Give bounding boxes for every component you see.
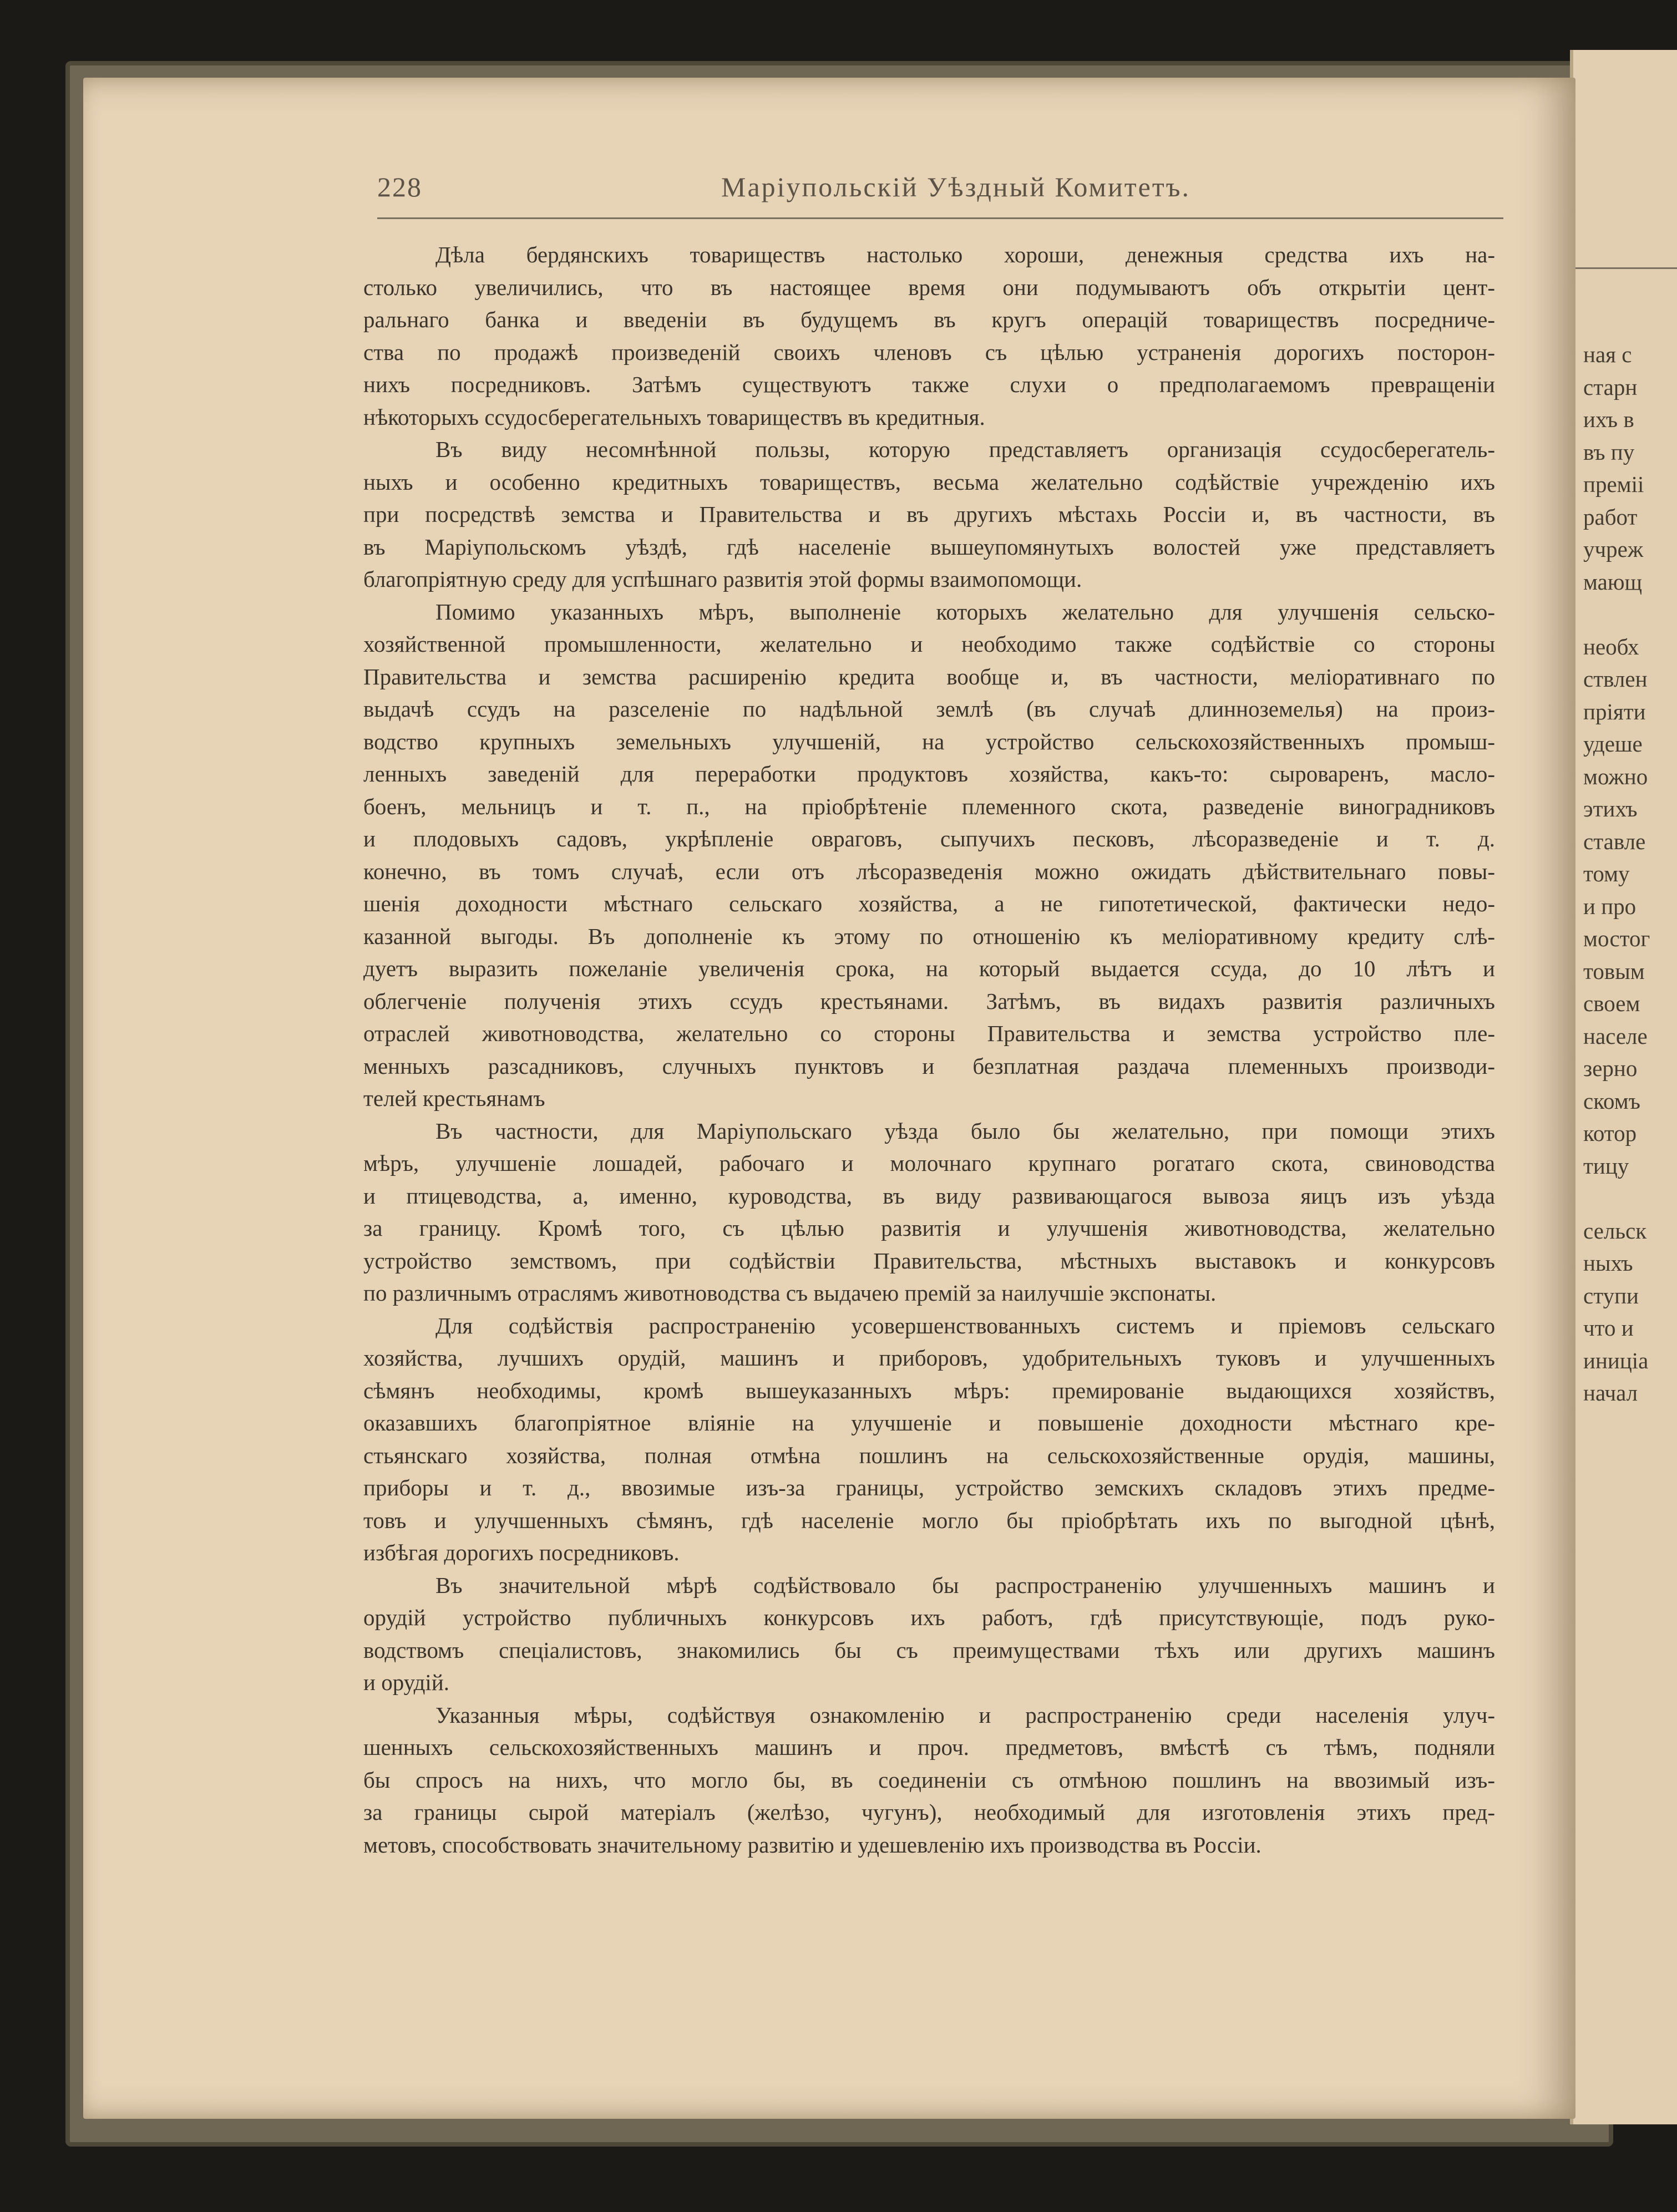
next-page-line: скомъ [1583, 1088, 1640, 1114]
text-line: ленныхъ заведеній для переработки продуктовъ хозяйства, какъ-то: сыроваренъ, масло- [363, 761, 1495, 787]
text-line: столько увеличились, что въ настоящее время они подумываютъ объ открытіи цент- [363, 274, 1495, 300]
paragraph [363, 1699, 1495, 1861]
text-line: водство крупныхъ земельныхъ улучшеній, на устройство сельскохозяйственныхъ промыш- [363, 728, 1495, 754]
text-line: ства по продажѣ произведеній своихъ членовъ съ цѣлью устраненія дорогихъ посторон- [363, 339, 1495, 365]
next-page-header-rule [1573, 267, 1677, 269]
text-line: водствомъ спеціалистовъ, знакомились бы съ преимуществами тѣхъ или другихъ машинъ [363, 1637, 1495, 1663]
text-line: нихъ посредниковъ. Затѣмъ существуютъ также слухи о предполагаемомъ превращеніи [363, 372, 1495, 397]
paragraph [363, 433, 1495, 596]
next-page-line: товым [1583, 958, 1645, 984]
text-line: хозяйства, лучшихъ орудій, машинъ и приборовъ, удобрительныхъ туковъ и улучшенныхъ [363, 1345, 1495, 1371]
text-line: по различнымъ отраслямъ животноводства съ выдачею премій за наилучшіе экспонаты. [363, 1280, 1217, 1306]
page-number: 228 [377, 171, 422, 202]
next-page-line: удеше [1583, 731, 1643, 757]
paragraph [363, 1310, 1495, 1569]
text-line: Въ частности, для Маріупольскаго уѣзда было бы желательно, при помощи этихъ [435, 1118, 1495, 1144]
next-page-line: иниціа [1583, 1347, 1649, 1373]
paragraph [363, 239, 1495, 433]
next-page-line: сельск [1583, 1217, 1647, 1244]
text-line: ральнаго банка и введеніи въ будущемъ въ кругъ операцій товариществъ посредниче- [363, 307, 1495, 332]
text-line: благопріятную среду для успѣшнаго развитія этой формы взаимопомощи. [363, 566, 1082, 592]
next-page-line: ступи [1583, 1282, 1639, 1308]
next-page-line: населе [1583, 1023, 1648, 1049]
body-text [363, 239, 1495, 1861]
text-line: Въ значительной мѣрѣ содѣйствовало бы распространенію улучшенныхъ машинъ и [435, 1572, 1495, 1598]
paragraph [363, 1115, 1495, 1310]
next-page-line [1583, 1182, 1650, 1215]
text-line: орудій устройство публичныхъ конкурсовъ ихъ работъ, гдѣ присутствующіе, подъ руко- [363, 1605, 1495, 1630]
text-line: сѣмянъ необходимы, кромѣ вышеуказанныхъ мѣръ: премированіе выдающихся хозяйствъ, [363, 1377, 1495, 1403]
text-line: приборы и т. д., ввозимые изъ-за границы, устройство земскихъ складовъ этихъ предме- [363, 1475, 1495, 1500]
next-page-text [1583, 338, 1650, 1409]
text-line: мѣръ, улучшеніе лошадей, рабочаго и молочнаго крупнаго рогатаго скота, свиноводства [363, 1150, 1495, 1176]
next-page-line: необх [1583, 633, 1639, 659]
text-line: телей крестьянамъ [363, 1085, 545, 1111]
text-line: стьянскаго хозяйства, полная отмѣна пошлинъ на сельскохозяйственные орудія, машины, [363, 1442, 1495, 1468]
paragraph [363, 1569, 1495, 1699]
next-page-line: старн [1583, 374, 1638, 400]
text-line: ныхъ и особенно кредитныхъ товариществъ, весьма желательно содѣйствіе учрежденію ихъ [363, 469, 1495, 495]
text-line: товъ и улучшенныхъ сѣмянъ, гдѣ населеніе могло бы пріобрѣтать ихъ по выгодной цѣнѣ, [363, 1507, 1495, 1533]
text-line: въ Маріупольскомъ уѣздѣ, гдѣ населеніе вышеупомянутыхъ волостей уже представляетъ [363, 534, 1495, 560]
next-page-line: зерно [1583, 1056, 1638, 1081]
text-line: метовъ, способствовать значительному развитію и удешевленію ихъ производства въ Россіи. [363, 1832, 1261, 1858]
text-line: оказавшихъ благопріятное вліяніе на улучшеніе и повышеніе доходности мѣстнаго кре- [363, 1410, 1495, 1435]
text-line: за границу. Кромѣ того, съ цѣлью развитія и улучшенія животноводства, желательно [363, 1215, 1495, 1241]
next-page-line: этихъ [1583, 796, 1638, 821]
text-line: отраслей животноводства, желательно со стороны Правительства и земства устройство пле- [363, 1021, 1495, 1046]
text-line: менныхъ разсадниковъ, случныхъ пунктовъ и безплатная раздача племенныхъ производи- [363, 1053, 1495, 1079]
text-line: Дѣла бердянскихъ товариществъ настолько хороши, денежныя средства ихъ на- [435, 242, 1495, 267]
next-page-line: тому [1583, 861, 1630, 886]
text-line: бы спросъ на нихъ, что могло бы, въ соединеніи съ отмѣною пошлинъ на ввозимый изъ- [363, 1767, 1495, 1793]
next-page-line [1583, 598, 1650, 631]
next-page-line: учреж [1583, 536, 1644, 562]
text-line: шенія доходности мѣстнаго сельскаго хозяйства, а не гипотетической, фактически недо- [363, 891, 1495, 916]
next-page-line: мающ [1583, 569, 1643, 595]
text-line: и птицеводства, а, именно, куроводства, въ виду развивающагося вывоза яицъ изъ уѣзда [363, 1183, 1495, 1209]
next-page-line: что и [1583, 1315, 1634, 1341]
text-line: и плодовыхъ садовъ, укрѣпленіе овраговъ, сыпучихъ песковъ, лѣсоразведеніе и т. д. [363, 826, 1495, 851]
next-page-line: ная с [1583, 342, 1632, 367]
next-page-line: преміі [1583, 471, 1644, 497]
next-page-line: мостог [1583, 926, 1650, 951]
next-page-line: работ [1583, 504, 1638, 530]
text-line: боенъ, мельницъ и т. п., на пріобрѣтеніе племенного скота, разведеніе виноградниковъ [363, 793, 1495, 819]
text-line: выдачѣ ссудъ на разселеніе по надѣльной землѣ (въ случаѣ длинноземелья) на произ- [363, 696, 1495, 722]
text-line: Правительства и земства расширенію кредита вообще и, въ частности, меліоративнаго по [363, 663, 1495, 689]
text-line: устройство земствомъ, при содѣйствіи Правительства, мѣстныхъ выставокъ и конкурсовъ [363, 1247, 1495, 1274]
running-head: Маріупольскій Уѣздный Комитетъ. [721, 171, 1191, 202]
text-line: избѣгая дорогихъ посредниковъ. [363, 1540, 680, 1565]
next-page-line: тицу [1583, 1153, 1629, 1179]
text-line: Указанныя мѣры, содѣйствуя ознакомленію и распространенію среди населенія улуч- [435, 1702, 1495, 1728]
text-line: за границы сырой матеріалъ (желѣзо, чугунъ), необходимый для изготовленія этихъ пред- [363, 1799, 1495, 1825]
next-page-line: ныхъ [1583, 1250, 1633, 1276]
next-page-line: можно [1583, 763, 1648, 789]
next-page-line: ствлен [1583, 666, 1648, 692]
next-page-line: начал [1583, 1380, 1638, 1406]
text-line: хозяйственной промышленности, желательно и необходимо также содѣйствіе со стороны [363, 631, 1495, 657]
paragraph [363, 596, 1495, 1115]
next-page-line: ставле [1583, 828, 1646, 854]
text-line: облегченіе полученія этихъ ссудъ крестьянами. Затѣмъ, въ видахъ развитія различныхъ [363, 988, 1495, 1014]
next-page-line: пріяти [1583, 698, 1646, 724]
text-line: при посредствѣ земства и Правительства и въ другихъ мѣстахь Россіи и, въ частности, въ [363, 501, 1495, 527]
next-page-line: ихъ в [1583, 407, 1634, 432]
text-line: Для содѣйствія распространенію усовершенствованныхъ системъ и пріемовъ сельскаго [435, 1312, 1495, 1338]
next-page-line: въ пу [1583, 439, 1635, 465]
text-line: и орудій. [363, 1670, 450, 1695]
header-rule [377, 217, 1503, 219]
text-line: конечно, въ томъ случаѣ, если отъ лѣсоразведенія можно ожидать дѣйствительнаго повы- [363, 858, 1495, 884]
next-page-line: и про [1583, 893, 1637, 919]
text-line: казанной выгоды. Въ дополненіе къ этому по отношенію къ меліоративному кредиту слѣ- [363, 923, 1495, 949]
next-page-line: котор [1583, 1120, 1637, 1146]
next-page-edge [1570, 50, 1677, 2124]
text-line: нѣкоторыхъ ссудосберегательныхъ товариществъ въ кредитныя. [363, 404, 985, 430]
text-line: дуетъ выразить пожеланіе увеличенія срока, на который выдается ссуда, до 10 лѣтъ и [363, 956, 1495, 981]
text-line: шенныхъ сельскохозяйственныхъ машинъ и проч. предметовъ, вмѣстѣ съ тѣмъ, подняли [363, 1734, 1495, 1760]
next-page-line: своем [1583, 991, 1640, 1016]
text-line: Помимо указанныхъ мѣръ, выполненіе которыхъ желательно для улучшенія сельско- [435, 598, 1495, 625]
text-line: Въ виду несомнѣнной пользы, которую представляетъ организація ссудосберегатель- [435, 437, 1495, 462]
